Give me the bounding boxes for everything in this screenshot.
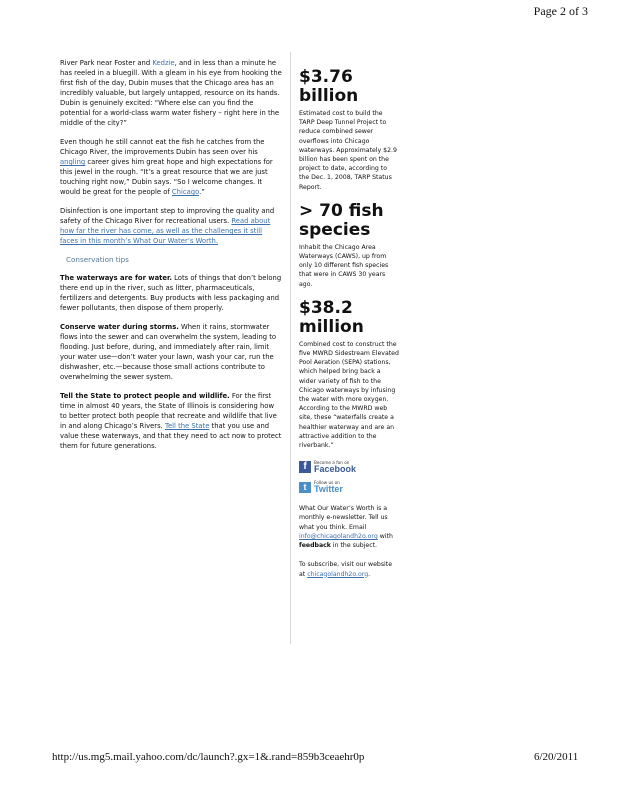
column-divider: [290, 52, 291, 644]
website-link[interactable]: chicagolandh2o.org: [307, 570, 369, 578]
email-link[interactable]: info@chicagolandh2o.org: [299, 532, 378, 540]
tip-text: When it rains, stormwater flows into the sewer and can overwhelm the system, leading to flooding. Just before, during, and immediately after rain, limit your water use—don’t water your lawn, wash your car, run the dishwasher, etc.—because those small actions contribute to overwhelming the sewer system.: [60, 323, 277, 381]
paragraph-3: [60, 206, 282, 246]
text: career gives him great hope and high expectations for this jewel in the rough. “It’s a great resource that we are just touching right now,” Dubin says. “So I welcome changes. It would be great for the people of: [60, 158, 273, 196]
subscribe-note: [299, 560, 399, 578]
text: with: [377, 532, 393, 540]
stat-description: Estimated cost to build the TARP Deep Tunnel Project to reduce combined sewer overflows into Chicago waterways. Approximately $2.9 billion has been spent on the project to date, according to the Dec. 1, 2008, TARP Status Report.: [299, 110, 397, 191]
text: To subscribe, visit our website at: [299, 561, 393, 578]
tell-the-state-link[interactable]: Tell the State: [164, 422, 210, 430]
tip-2: [60, 322, 282, 382]
tip-heading: Tell the State to protect people and wildlife.: [60, 392, 230, 400]
stat-description: Inhabit the Chicago Area Waterways (CAWS), up from only 10 different fish species that were in CAWS 30 years ago.: [299, 243, 389, 288]
tip-text: that you use and value these waterways, and that they need to act now to protect them for future generations.: [60, 422, 282, 450]
read-more-link[interactable]: Read about how far the river has come, as well as the challenges it still faces in this month’s What Our Water’s Worth.: [60, 217, 271, 245]
text: .: [368, 570, 371, 578]
tip-3: [60, 391, 282, 451]
facebook-icon: f: [299, 461, 311, 473]
sidebar: [299, 64, 399, 587]
text: What Our Water’s Worth is a monthly e-newsletter. Tell us what you think. Email: [299, 505, 388, 531]
stat-value: > 70 fish species: [299, 200, 384, 240]
tip-1: [60, 273, 282, 313]
main-column: [60, 58, 282, 460]
paragraph-2: [60, 137, 282, 197]
text: feedback: [299, 542, 331, 550]
twitter-button[interactable]: [299, 480, 399, 494]
text: , and in less than a minute he has reeled in a bluegill. With a gleam in his eye from hooking the first fish of the day, Dubin muses that the Chicago area has an incredibly valuable, but largely untapped, resource on its hands. Dubin is genuinely excited: “Where else can you find the potential for a world-class warm water fishery – right here in the middle of the city?”: [60, 59, 282, 127]
tip-heading: The waterways are for water.: [60, 274, 172, 282]
text: Even though he still cannot eat the fish he catches from the Chicago River, the improvements Dubin has seen over his: [60, 138, 265, 156]
twitter-label: Twitter: [314, 484, 343, 495]
tip-heading: Conserve water during storms.: [60, 323, 179, 331]
chicago-link[interactable]: Chicago: [171, 188, 200, 196]
angling-link[interactable]: angling: [60, 158, 86, 166]
footer-date: 6/20/2011: [534, 751, 579, 763]
facebook-label: Facebook: [314, 464, 357, 475]
twitter-icon: t: [299, 482, 311, 493]
stat-value: $3.76 billion: [299, 67, 359, 106]
tip-text: Lots of things that don’t belong there end up in the river, such as litter, pharmaceuticals, fertilizers and detergents. Buy products with less packaging and fewer pollutants, then dispose of them properly.: [60, 274, 282, 312]
stat-description: Combined cost to construct the five MWRD Sidestream Elevated Pool Aeration (SEPA) stations, which helped bring back a wider variety of fish to the Chicago waterways by infusing the water with more oxygen. According to the MWRD web site, these “waterfalls create a healthier waterway and are an attractive addition to the riverbank.”: [299, 340, 399, 450]
page-number: Page 2 of 3: [533, 4, 588, 18]
facebook-caption: Become a fan on: [314, 460, 350, 466]
section-title: Conservation tips: [66, 255, 129, 264]
tip-text: For the first time in almost 40 years, the State of Illinois is considering how to better protect both people that recreate and wildlife that live in and along Chicago’s Rivers.: [60, 392, 277, 430]
twitter-caption: Follow us on: [314, 480, 340, 486]
text: Disinfection is one important step to improving the quality and safety of the Chicago River for recreational users.: [60, 207, 275, 225]
newsletter-note: [299, 504, 399, 550]
facebook-button[interactable]: [299, 460, 399, 474]
paragraph-1: [60, 58, 282, 128]
kedzie-link[interactable]: Kedzie: [152, 59, 175, 67]
text: River Park near Foster and: [60, 59, 153, 67]
footer-url: http://us.mg5.mail.yahoo.com/dc/launch?.gx=1&.rand=859b3ceaehr0p: [52, 751, 365, 763]
text: .”: [199, 188, 205, 196]
text: in the subject.: [330, 542, 377, 550]
stat-value: $38.2 million: [299, 297, 364, 337]
